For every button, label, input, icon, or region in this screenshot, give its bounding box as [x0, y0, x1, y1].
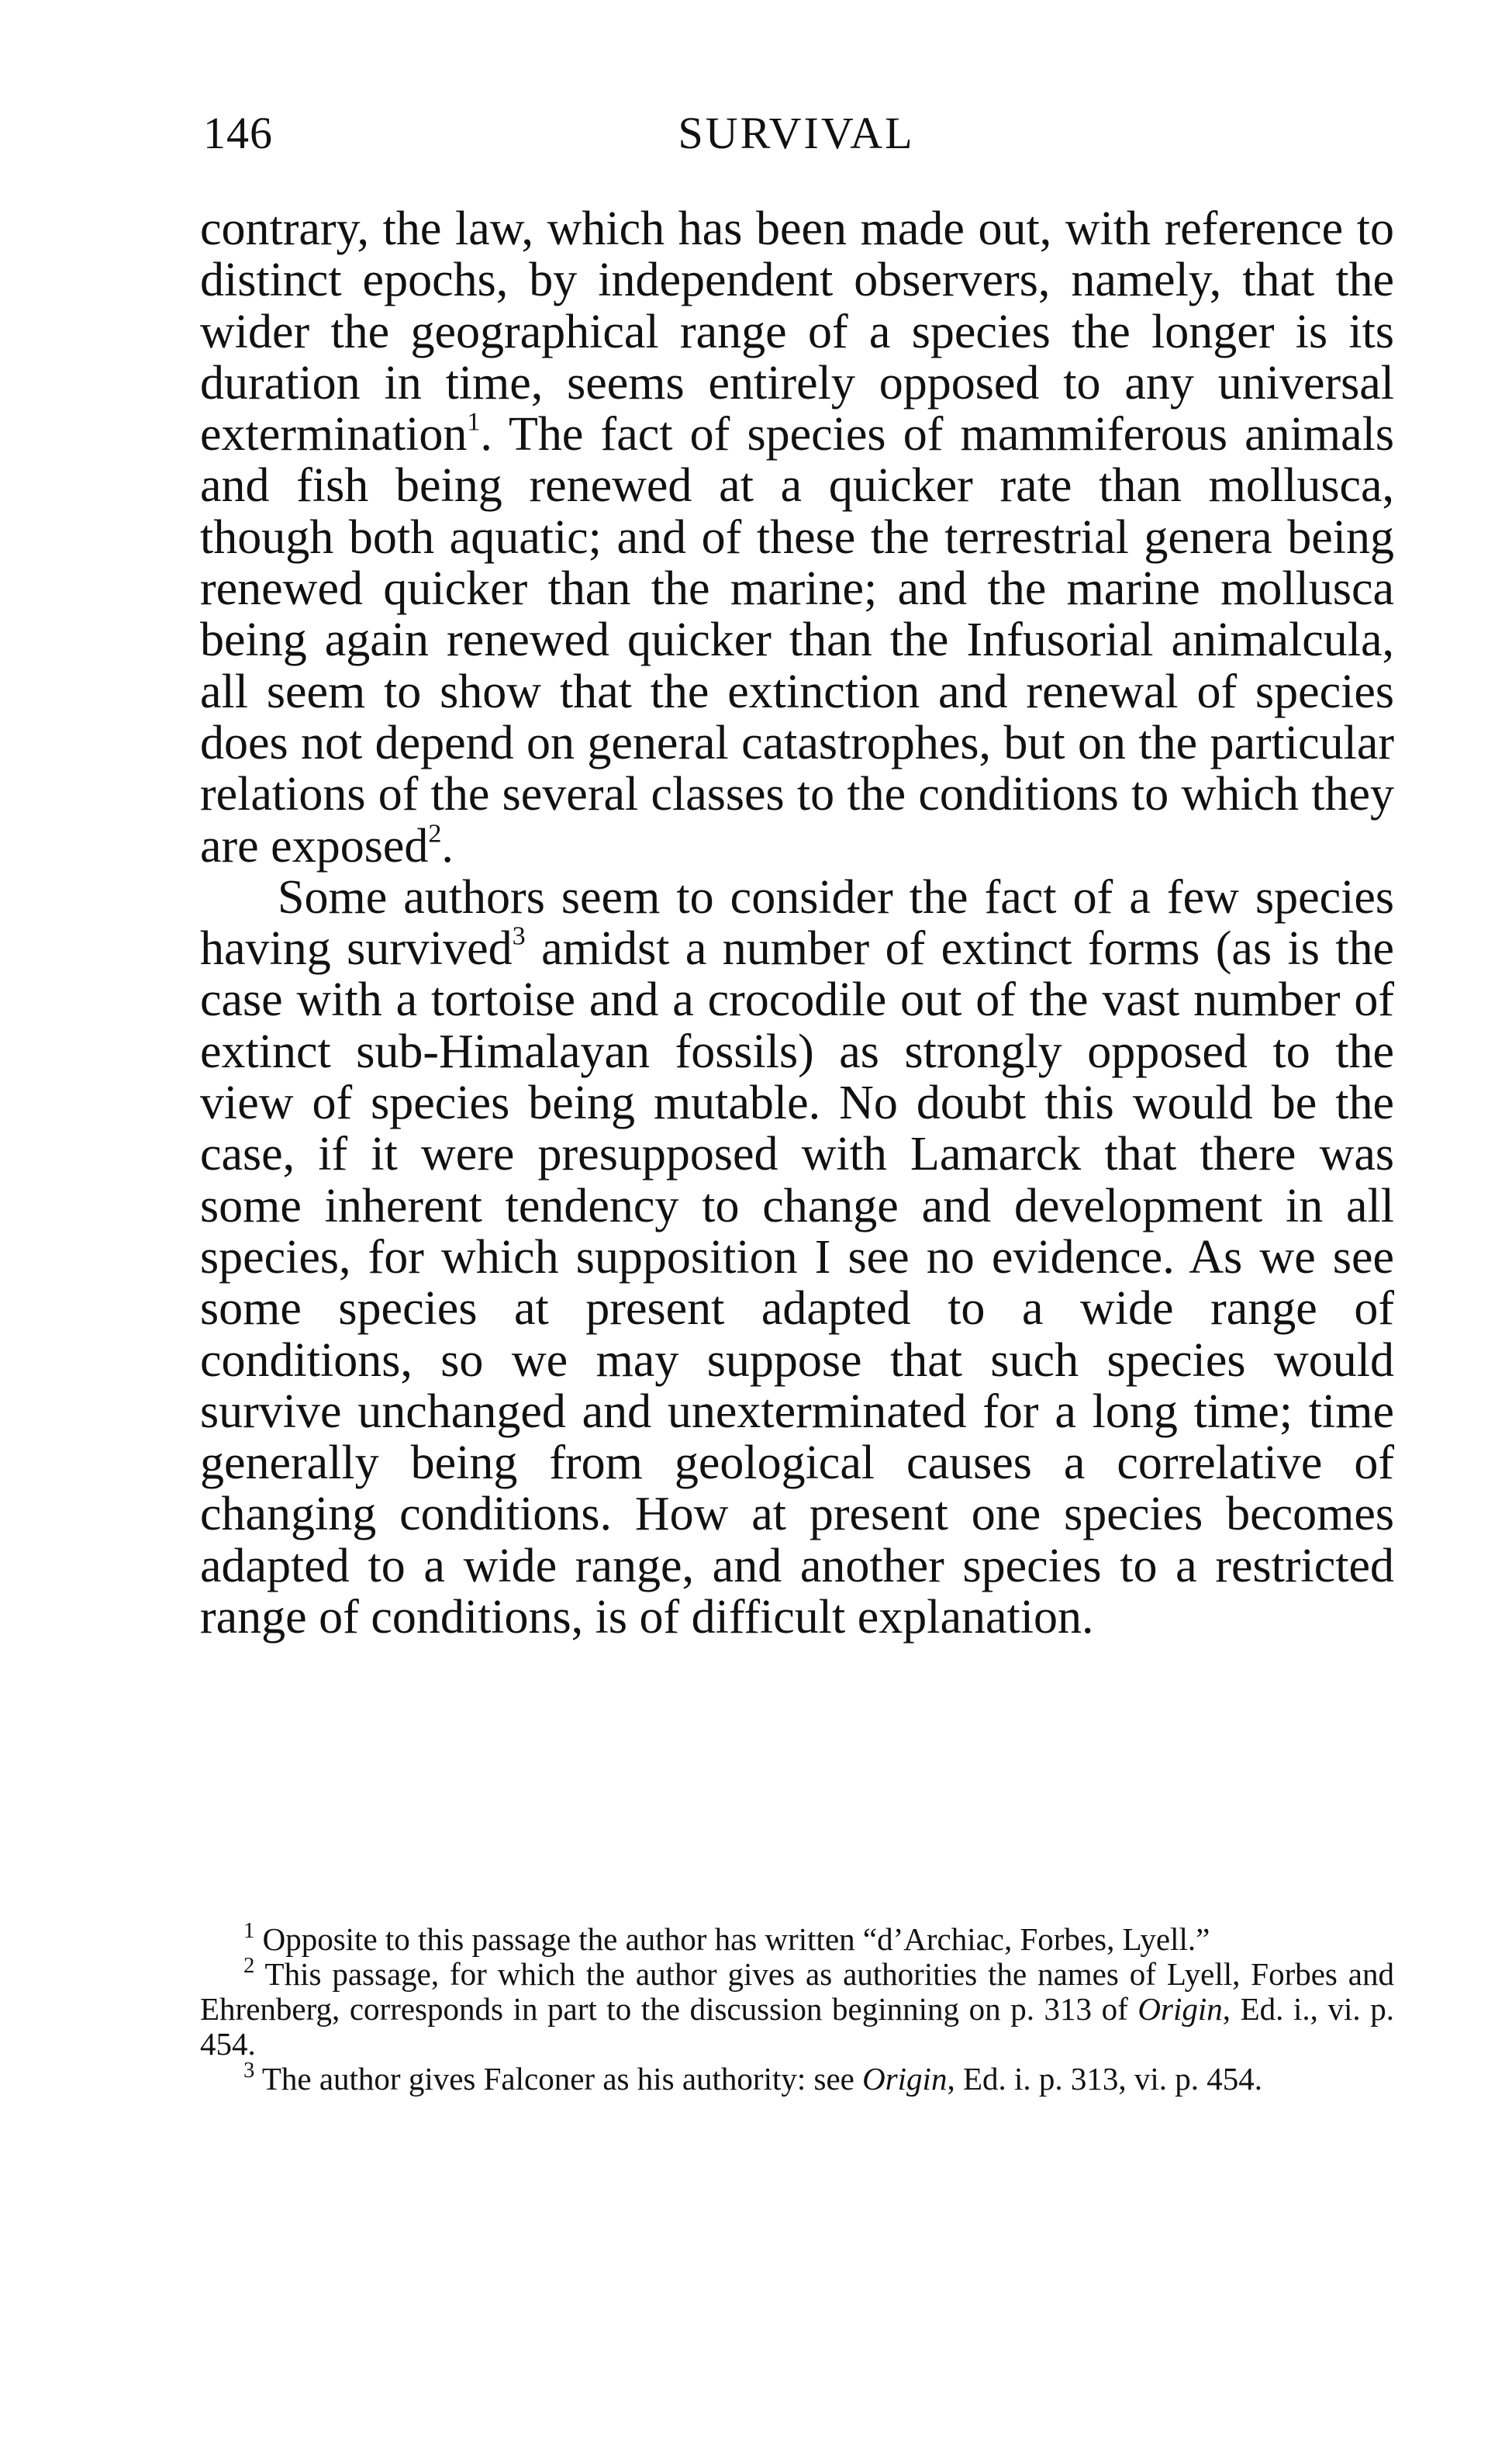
footnote-ref-1: 1 — [467, 407, 481, 437]
paragraph-2-text-a: Some authors seem to consider the fact of a few species having survived — [200, 870, 1394, 976]
footnote-2-text-b: , Ed. i., vi. p. 454. — [200, 1991, 1395, 2062]
footnotes — [200, 1918, 1395, 2097]
paragraph-2 — [200, 872, 1394, 1643]
footnote-1-mark: 1 — [243, 1918, 255, 1944]
paragraph-2-text-b: amidst a number of extinct forms (as is the case with a tortoise and a crocodile out of the vast number of extinct sub-Himalayan fossils) as strongly opposed to the view of species being mutable. No doubt this would be the case, if it were presupposed with Lamarck that there was some inherent tendency to change and development in all species, for which supposition I see no evidence. As we see some species at present adapted to a wide range of conditions, so we may suppose that such species would survive unchanged and unexterminated for a long time; time generally being from geological causes a correlative of changing conditions. How at present one species becomes adapted to a wide range, and another species to a restricted range of conditions, is of difficult explanation. — [200, 922, 1394, 1644]
footnote-2-mark: 2 — [243, 1953, 255, 1979]
footnote-2 — [200, 1953, 1395, 2062]
footnote-1-text: Opposite to this passage the author has written “d’Archiac, Forbes, Lyell.” — [254, 1921, 1210, 1957]
page-number: 146 — [203, 108, 273, 158]
footnote-ref-3: 3 — [512, 921, 526, 951]
footnote-2-italic-title: Origin — [1137, 1991, 1223, 2027]
running-head — [203, 107, 1389, 169]
footnote-3-italic-title: Origin — [862, 2061, 948, 2097]
footnote-3-text-a: The author gives Falconer as his authority: see — [254, 2061, 863, 2097]
paragraph-1-text-a: contrary, the law, which has been made out, with reference to distinct epochs, by independent observers, namely, that the wider the geographical range of a species the longer is its duration in time, seems entirely opposed to any universal extermination — [200, 202, 1394, 462]
paragraph-1-text-b: . The fact of species of mammiferous animals and fish being renewed at a quicker rate than mollusca, though both aquatic; and of these the terrestrial genera being renewed quicker than the marine; and the marine mollusca being again renewed quicker than the Infusorial animalcula, all seem to show that the extinction and renewal of species does not depend on general catastrophes, but on the particular relations of the several classes to the conditions to which they are exposed — [200, 408, 1394, 873]
footnote-2-text-a: This passage, for which the author gives as authorities the names of Lyell, Forbes and Ehrenberg, corresponds in part to the discussion beginning on p. 313 of — [200, 1956, 1394, 2027]
footnote-3-text-b: , Ed. i. p. 313, vi. p. 454. — [947, 2061, 1263, 2097]
running-title: SURVIVAL — [678, 108, 915, 158]
footnote-3-mark: 3 — [243, 2058, 255, 2083]
paragraph-1-text-c: . — [441, 819, 454, 873]
footnote-ref-2: 2 — [428, 819, 442, 848]
paragraph-1 — [200, 203, 1394, 872]
footnote-3 — [200, 2058, 1394, 2097]
footnote-1 — [200, 1918, 1394, 1957]
main-text — [200, 203, 1394, 1643]
